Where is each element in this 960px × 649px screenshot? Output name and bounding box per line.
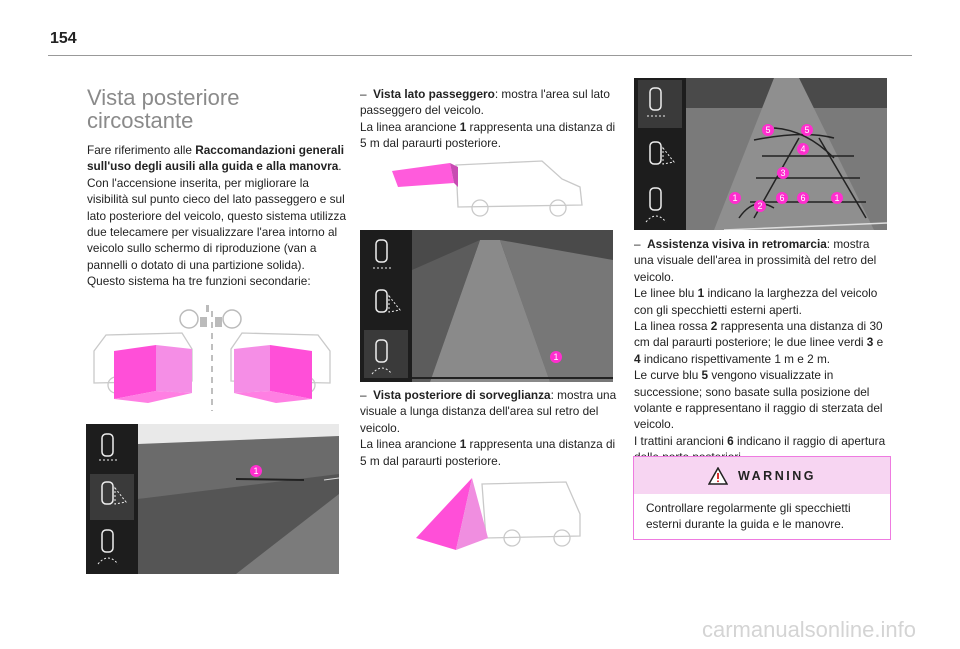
red-green-lines-line: La linea rossa 2 rappresenta una distanza di 30 cm dal paraurti posteriore; le due linee verdi 3 e 4 indicano rispettivamente 1 m e 2 m. bbox=[634, 319, 884, 366]
reversing-camera-image bbox=[634, 78, 887, 230]
marker-1-left: 1 bbox=[729, 192, 741, 204]
blue-lines-line: Le linee blu 1 indicano la larghezza del veicolo con gli specchietti esterni aperti. bbox=[634, 286, 878, 317]
passenger-view-item bbox=[360, 86, 618, 119]
title-line-1: Vista posteriore bbox=[87, 85, 240, 110]
surveillance-view-title: Vista posteriore di sorveglianza bbox=[373, 388, 551, 402]
column-1 bbox=[87, 86, 347, 290]
title-line-2: circostante bbox=[87, 108, 194, 133]
intro-period: . bbox=[338, 159, 342, 174]
marker-6-left: 6 bbox=[776, 192, 788, 204]
vans-diagram bbox=[86, 303, 339, 413]
column-2-top bbox=[360, 86, 618, 152]
intro-text: Fare riferimento alle bbox=[87, 143, 196, 157]
footer-watermark: carmanualsonline.info bbox=[701, 617, 916, 642]
marker-5-left: 5 bbox=[762, 124, 774, 136]
rear-view-cone-illustration bbox=[396, 474, 586, 556]
marker-3: 3 bbox=[777, 167, 789, 179]
surveillance-view-line: La linea arancione 1 rappresenta una distanza di 5 m dal paraurti posteriore. bbox=[360, 437, 616, 468]
surveillance-view-item bbox=[360, 387, 618, 436]
marker-4: 4 bbox=[797, 143, 809, 155]
marker-6-right: 6 bbox=[797, 192, 809, 204]
side-view-camera-image bbox=[86, 424, 339, 574]
dash: – bbox=[360, 388, 367, 402]
dash: – bbox=[360, 87, 367, 101]
marker-5-right: 5 bbox=[801, 124, 813, 136]
reverse-assist-text: : mostra una visuale dell'area in prossimità del retro del veicolo. bbox=[634, 237, 877, 284]
reverse-assist-title: Assistenza visiva in retromarcia bbox=[647, 237, 827, 251]
blue-curves-line: Le curve blu 5 vengono visualizzate in successione; sono basate sulla posizione del volante e rappresentano il raggio di sterzata del veicolo. bbox=[634, 368, 883, 432]
reverse-assist-item bbox=[634, 236, 892, 285]
functions-intro: Questo sistema ha tre funzioni secondarie: bbox=[87, 274, 311, 289]
warning-box bbox=[633, 456, 891, 540]
dash: – bbox=[634, 237, 641, 251]
marker-2: 2 bbox=[754, 200, 766, 212]
column-3 bbox=[634, 236, 892, 466]
header-rule bbox=[48, 55, 912, 56]
marker-1: 1 bbox=[550, 351, 562, 363]
passenger-view-line: La linea arancione 1 rappresenta una distanza di 5 m dal paraurti posteriore. bbox=[360, 119, 616, 151]
surveillance-view-text: : mostra una visuale a lunga distanza dell'area sul retro del veicolo. bbox=[360, 388, 617, 435]
marker-1: 1 bbox=[250, 465, 262, 477]
surveillance-camera-image bbox=[360, 230, 613, 382]
column-2-bottom bbox=[360, 387, 618, 469]
warning-text: Controllare regolarmente gli specchietti esterni durante la guida e le manovre. bbox=[646, 501, 851, 532]
passenger-view-title: Vista lato passeggero bbox=[373, 87, 495, 101]
intro-paragraph bbox=[87, 142, 347, 175]
warning-title: WARNING bbox=[738, 468, 816, 483]
section-title bbox=[87, 86, 347, 132]
intro-link: Raccomandazioni generali sull'uso degli ausili alla guida e alla manovra bbox=[87, 143, 345, 174]
passenger-view-text: : mostra l'area sul lato passeggero del veicolo. bbox=[360, 87, 610, 118]
van-side-illustration bbox=[392, 153, 592, 218]
marker-1-right: 1 bbox=[831, 192, 843, 204]
description-paragraph: Con l'accensione inserita, per migliorare la visibilità sul punto cieco del lato passeggero e sul lato posteriore del veicolo, questo sistema utilizza due telecamere per visualizzare l'area intorno al veicolo sullo schermo di riproduzione (van a pannelli o dotato di una partizione solida). bbox=[87, 175, 347, 272]
warning-header bbox=[634, 457, 890, 494]
page-number: 154 bbox=[50, 30, 77, 47]
orange-dashes-line: I trattini arancioni 6 indicano il raggio di apertura bbox=[634, 433, 886, 448]
warning-icon bbox=[708, 467, 728, 485]
